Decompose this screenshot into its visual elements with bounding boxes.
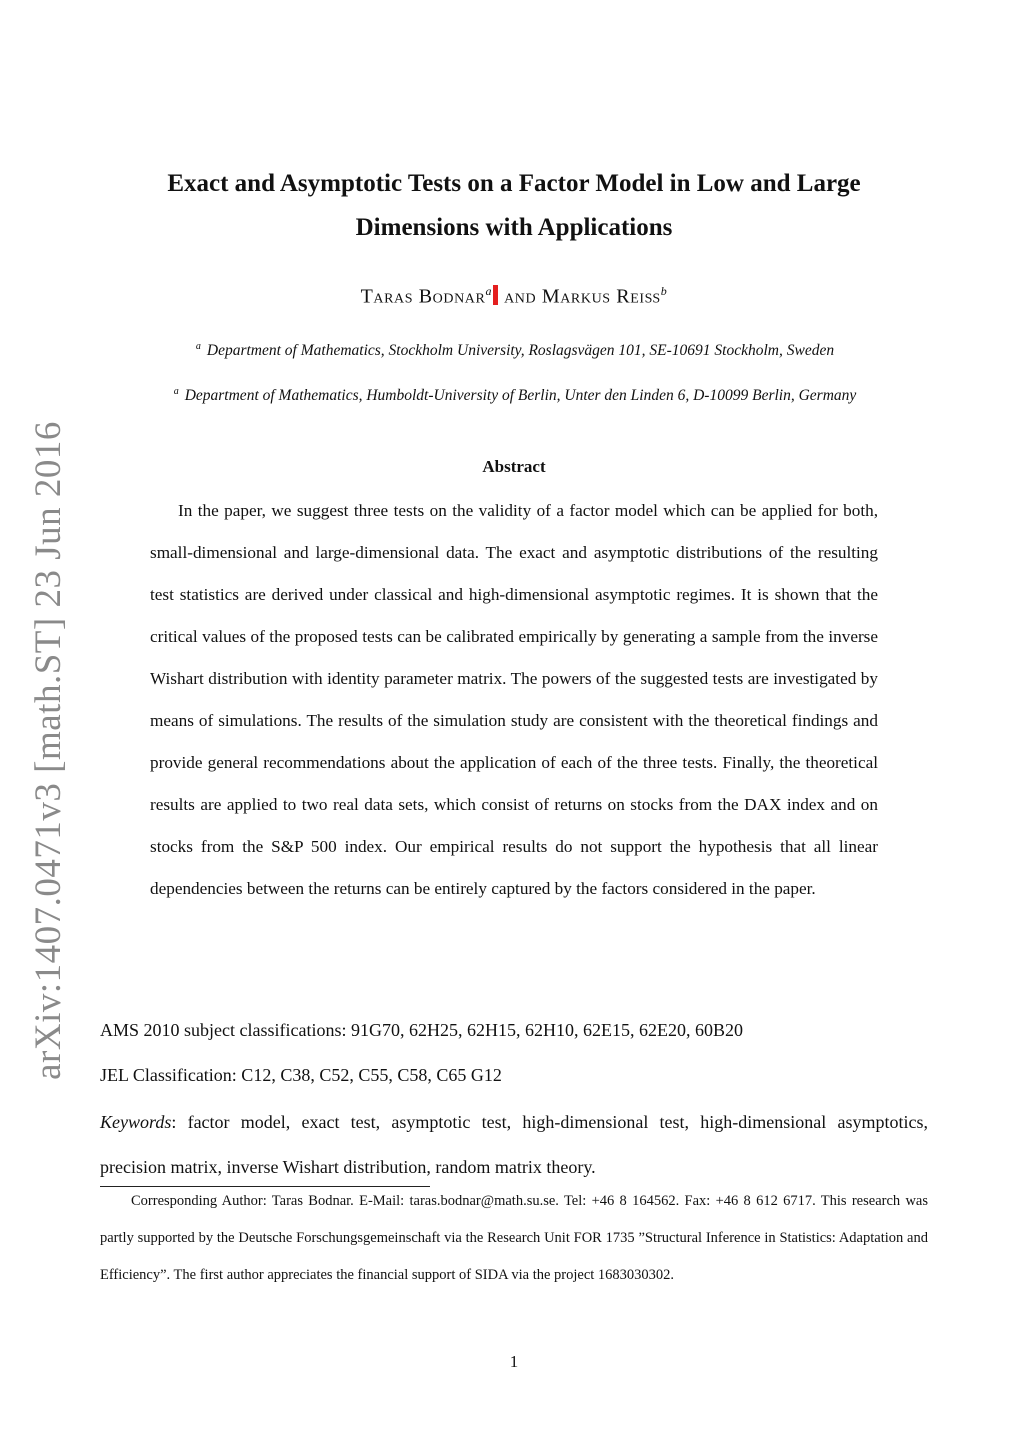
affiliation-2-mark: a [173, 386, 179, 397]
arxiv-identifier: arXiv:1407.0471v3 [math.ST] 23 Jun 2016 [27, 420, 69, 1080]
affiliation-2 [90, 386, 940, 405]
author-line [100, 284, 928, 309]
footnote-link-box[interactable] [493, 285, 498, 305]
arxiv-side-stamp [18, 420, 78, 1080]
author-1-affiliation-mark: a [485, 284, 493, 298]
keywords-text: : factor model, exact test, asymptotic test, high-dimensional test, high-dimensional asymptotics, precision matrix, inverse Wishart distribution, random matrix theory. [100, 1112, 928, 1177]
corresponding-author-footnote: Corresponding Author: Taras Bodnar. E-Mail: taras.bodnar@math.su.se. Tel: +46 8 164562. Fax: +46 8 612 6717. This research was partly supported by the Deutsche Forschungsgemeinschaft via the Research Unit FOR 1735 ”Structural Inference in Statistics: Adaptation and Efficiency”. The first author appreciates the financial support of SIDA via the project 1683030302. [100, 1193, 928, 1283]
affiliation-1 [90, 341, 940, 360]
title-line-1: Exact and Asymptotic Tests on a Factor Model in Low and Large [167, 170, 861, 197]
author-connector: and [504, 285, 537, 308]
abstract-heading: Abstract [482, 457, 546, 476]
affiliation-1-text: Department of Mathematics, Stockholm University, Roslagsvägen 101, SE-10691 Stockholm, Sweden [206, 342, 835, 360]
keywords-label: Keywords [100, 1112, 172, 1132]
author-2-affiliation-mark: b [660, 284, 668, 298]
jel-classification: JEL Classification: C12, C38, C52, C55, C58, C65 G12 [100, 1065, 502, 1085]
paper-title [100, 162, 928, 250]
page-number: 1 [509, 1352, 519, 1371]
keywords [100, 1100, 928, 1190]
affiliation-1-mark: a [195, 341, 201, 352]
abstract-text: In the paper, we suggest three tests on the validity of a factor model which can be applied for both, small-dimensional and large-dimensional data. The exact and asymptotic distributions of the resulting test statistics are derived under classical and high-dimensional asymptotic regimes. It is shown that the critical values of the proposed tests can be calibrated empirically by generating a sample from the inverse Wishart distribution with identity parameter matrix. The powers of the suggested tests are investigated by means of simulations. The results of the simulation study are consistent with the theoretical findings and provide general recommendations about the application of each of the three tests. Finally, the theoretical results are applied to two real data sets, which consist of returns on stocks from the DAX index and on stocks from the S&P 500 index. Our empirical results do not support the hypothesis that all linear dependencies between the returns can be entirely captured by the factors considered in the paper. [150, 501, 878, 898]
author-1-name: Taras Bodnar [360, 285, 486, 308]
ams-classification: AMS 2010 subject classifications: 91G70, 62H25, 62H15, 62H10, 62E15, 62E20, 60B20 [100, 1020, 743, 1040]
affiliation-2-text: Department of Mathematics, Humboldt-University of Berlin, Unter den Linden 6, D-10099 Berlin, Germany [184, 387, 857, 405]
author-2-name: Markus Reiß [541, 285, 661, 308]
title-line-2: Dimensions with Applications [355, 214, 673, 241]
